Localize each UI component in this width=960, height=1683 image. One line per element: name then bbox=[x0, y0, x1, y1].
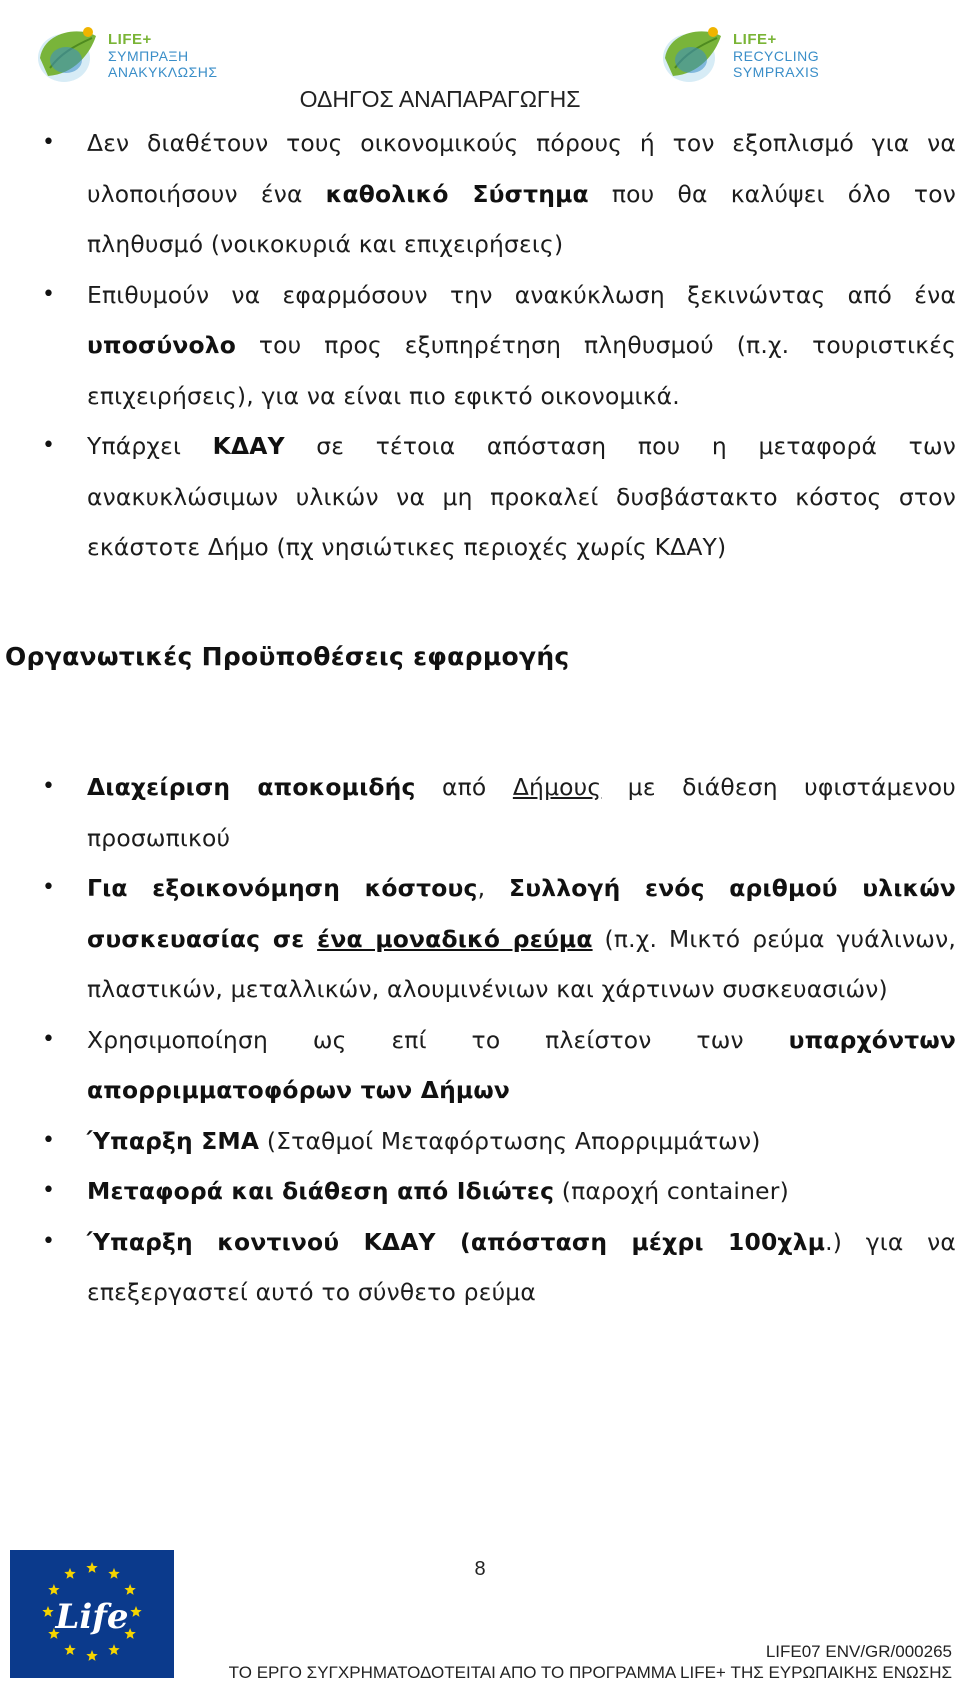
text-run: Ύπαρξη κοντινού ΚΔΑΥ (απόσταση μέχρι 100χλμ bbox=[87, 1227, 826, 1256]
logo-left-line2: ΣΥΜΠΡΑΞΗ bbox=[108, 48, 189, 64]
text-run: σε τέτοια απόσταση που η μεταφορά των ανακυκλώσιμων υλικών να μη προκαλεί δυσβάστακτο κόστος στον εκάστοτε Δήμο (πχ νησιώτικες περιοχές χωρίς ΚΔΑΥ) bbox=[87, 432, 956, 561]
list-item bbox=[0, 118, 960, 270]
list-item bbox=[0, 270, 960, 422]
leaf-globe-icon bbox=[30, 18, 108, 88]
list-item bbox=[0, 1116, 960, 1167]
list-item bbox=[0, 863, 960, 1015]
logo-right-line1: LIFE+ bbox=[733, 31, 777, 48]
text-run: Δεν διαθέτουν τους οικονομικούς πόρους ή τον εξοπλισμό για να υλοποιήσουν ένα bbox=[87, 129, 956, 208]
document-body bbox=[0, 118, 960, 573]
text-run: Δήμους bbox=[512, 773, 602, 801]
text-run: Υπάρχει bbox=[87, 432, 213, 460]
text-run: , bbox=[477, 874, 510, 902]
text-run: υποσύνολο bbox=[87, 331, 237, 359]
leaf-globe-icon bbox=[655, 18, 733, 88]
page-number: 8 bbox=[474, 1558, 486, 1580]
text-run: υπαρχόντων απορριμματοφόρων των Δήμων bbox=[87, 1025, 956, 1104]
text-run: (π.χ. Μικτό ρεύμα γυάλινων, πλαστικών, μεταλλικών, αλουμινένιων και χάρτινων συσκευασιών) bbox=[87, 924, 956, 1003]
text-run: του προς εξυπηρέτηση πληθυσμού (π.χ. τουριστικές επιχειρήσεις), για να είναι πιο εφικτό οικονομικά. bbox=[87, 331, 956, 410]
preconditions-list bbox=[0, 118, 960, 573]
text-run: Ύπαρξη ΣΜΑ bbox=[87, 1126, 260, 1155]
text-run: .) για να επεξεργαστεί αυτό το σύνθετο ρεύμα bbox=[87, 1227, 956, 1306]
text-run: Διαχείριση αποκομιδής bbox=[87, 773, 416, 801]
organizational-list bbox=[0, 762, 960, 1318]
list-item bbox=[0, 762, 960, 863]
text-run: ένα μοναδικό ρεύμα bbox=[317, 924, 593, 953]
text-run: που θα καλύψει όλο τον πληθυσμό (νοικοκυριά και επιχειρήσεις) bbox=[87, 179, 956, 258]
logo-right-line2: RECYCLING bbox=[733, 48, 820, 64]
text-run: από bbox=[415, 773, 513, 801]
text-run: Χρησιμοποίηση ως επί το πλείστον των bbox=[87, 1025, 789, 1054]
text-run: ΚΔΑΥ bbox=[212, 432, 285, 460]
logo-left-line3: ΑΝΑΚΥΚΛΩΣΗΣ bbox=[108, 64, 218, 80]
logo-right-line3: SYMPRAXIS bbox=[733, 64, 820, 80]
text-run: (Σταθμοί Μεταφόρτωσης Απορριμμάτων) bbox=[259, 1126, 761, 1155]
life-sympraxi-logo bbox=[30, 18, 290, 94]
list-item bbox=[0, 421, 960, 573]
text-run: Συλλογή ενός αριθμού υλικών συσκευασίας σε bbox=[87, 874, 957, 953]
text-run: Για εξοικονόμηση κόστους bbox=[87, 874, 478, 902]
text-run: Μεταφορά και διάθεση από Ιδιώτες bbox=[87, 1177, 555, 1205]
list-item bbox=[0, 1217, 960, 1318]
document-header-title: ΟΔΗΓΟΣ ΑΝΑΠΑΡΑΓΩΓΗΣ bbox=[299, 86, 581, 112]
section-title: Οργανωτικές Προϋποθέσεις εφαρμογής bbox=[5, 642, 570, 671]
text-run: Επιθυμούν να εφαρμόσουν την ανακύκλωση ξεκινώντας από ένα bbox=[87, 280, 956, 309]
text-run: (παροχή container) bbox=[554, 1177, 789, 1205]
logo-left-line1: LIFE+ bbox=[108, 31, 152, 48]
funding-statement: ΤΟ ΕΡΓΟ ΣΥΓΧΡΗΜΑΤΟΔΟΤΕΙΤΑΙ ΑΠΟ ΤΟ ΠΡΟΓΡΑΜΜΑ LIFE+ ΤΗΣ ΕΥΡΩΠΑΙΚΗΣ ΕΝΩΣΗΣ bbox=[228, 1663, 952, 1682]
list-item bbox=[0, 1166, 960, 1217]
project-code: LIFE07 ENV/GR/000265 bbox=[765, 1642, 952, 1661]
life-recycling-logo bbox=[655, 18, 915, 94]
organizational-section bbox=[0, 762, 960, 1318]
list-item bbox=[0, 1015, 960, 1116]
life-wordmark: Life bbox=[55, 1597, 129, 1637]
text-run: καθολικό Σύστημα bbox=[325, 179, 589, 208]
text-run: με διάθεση υφιστάμενου προσωπικού bbox=[87, 773, 956, 852]
